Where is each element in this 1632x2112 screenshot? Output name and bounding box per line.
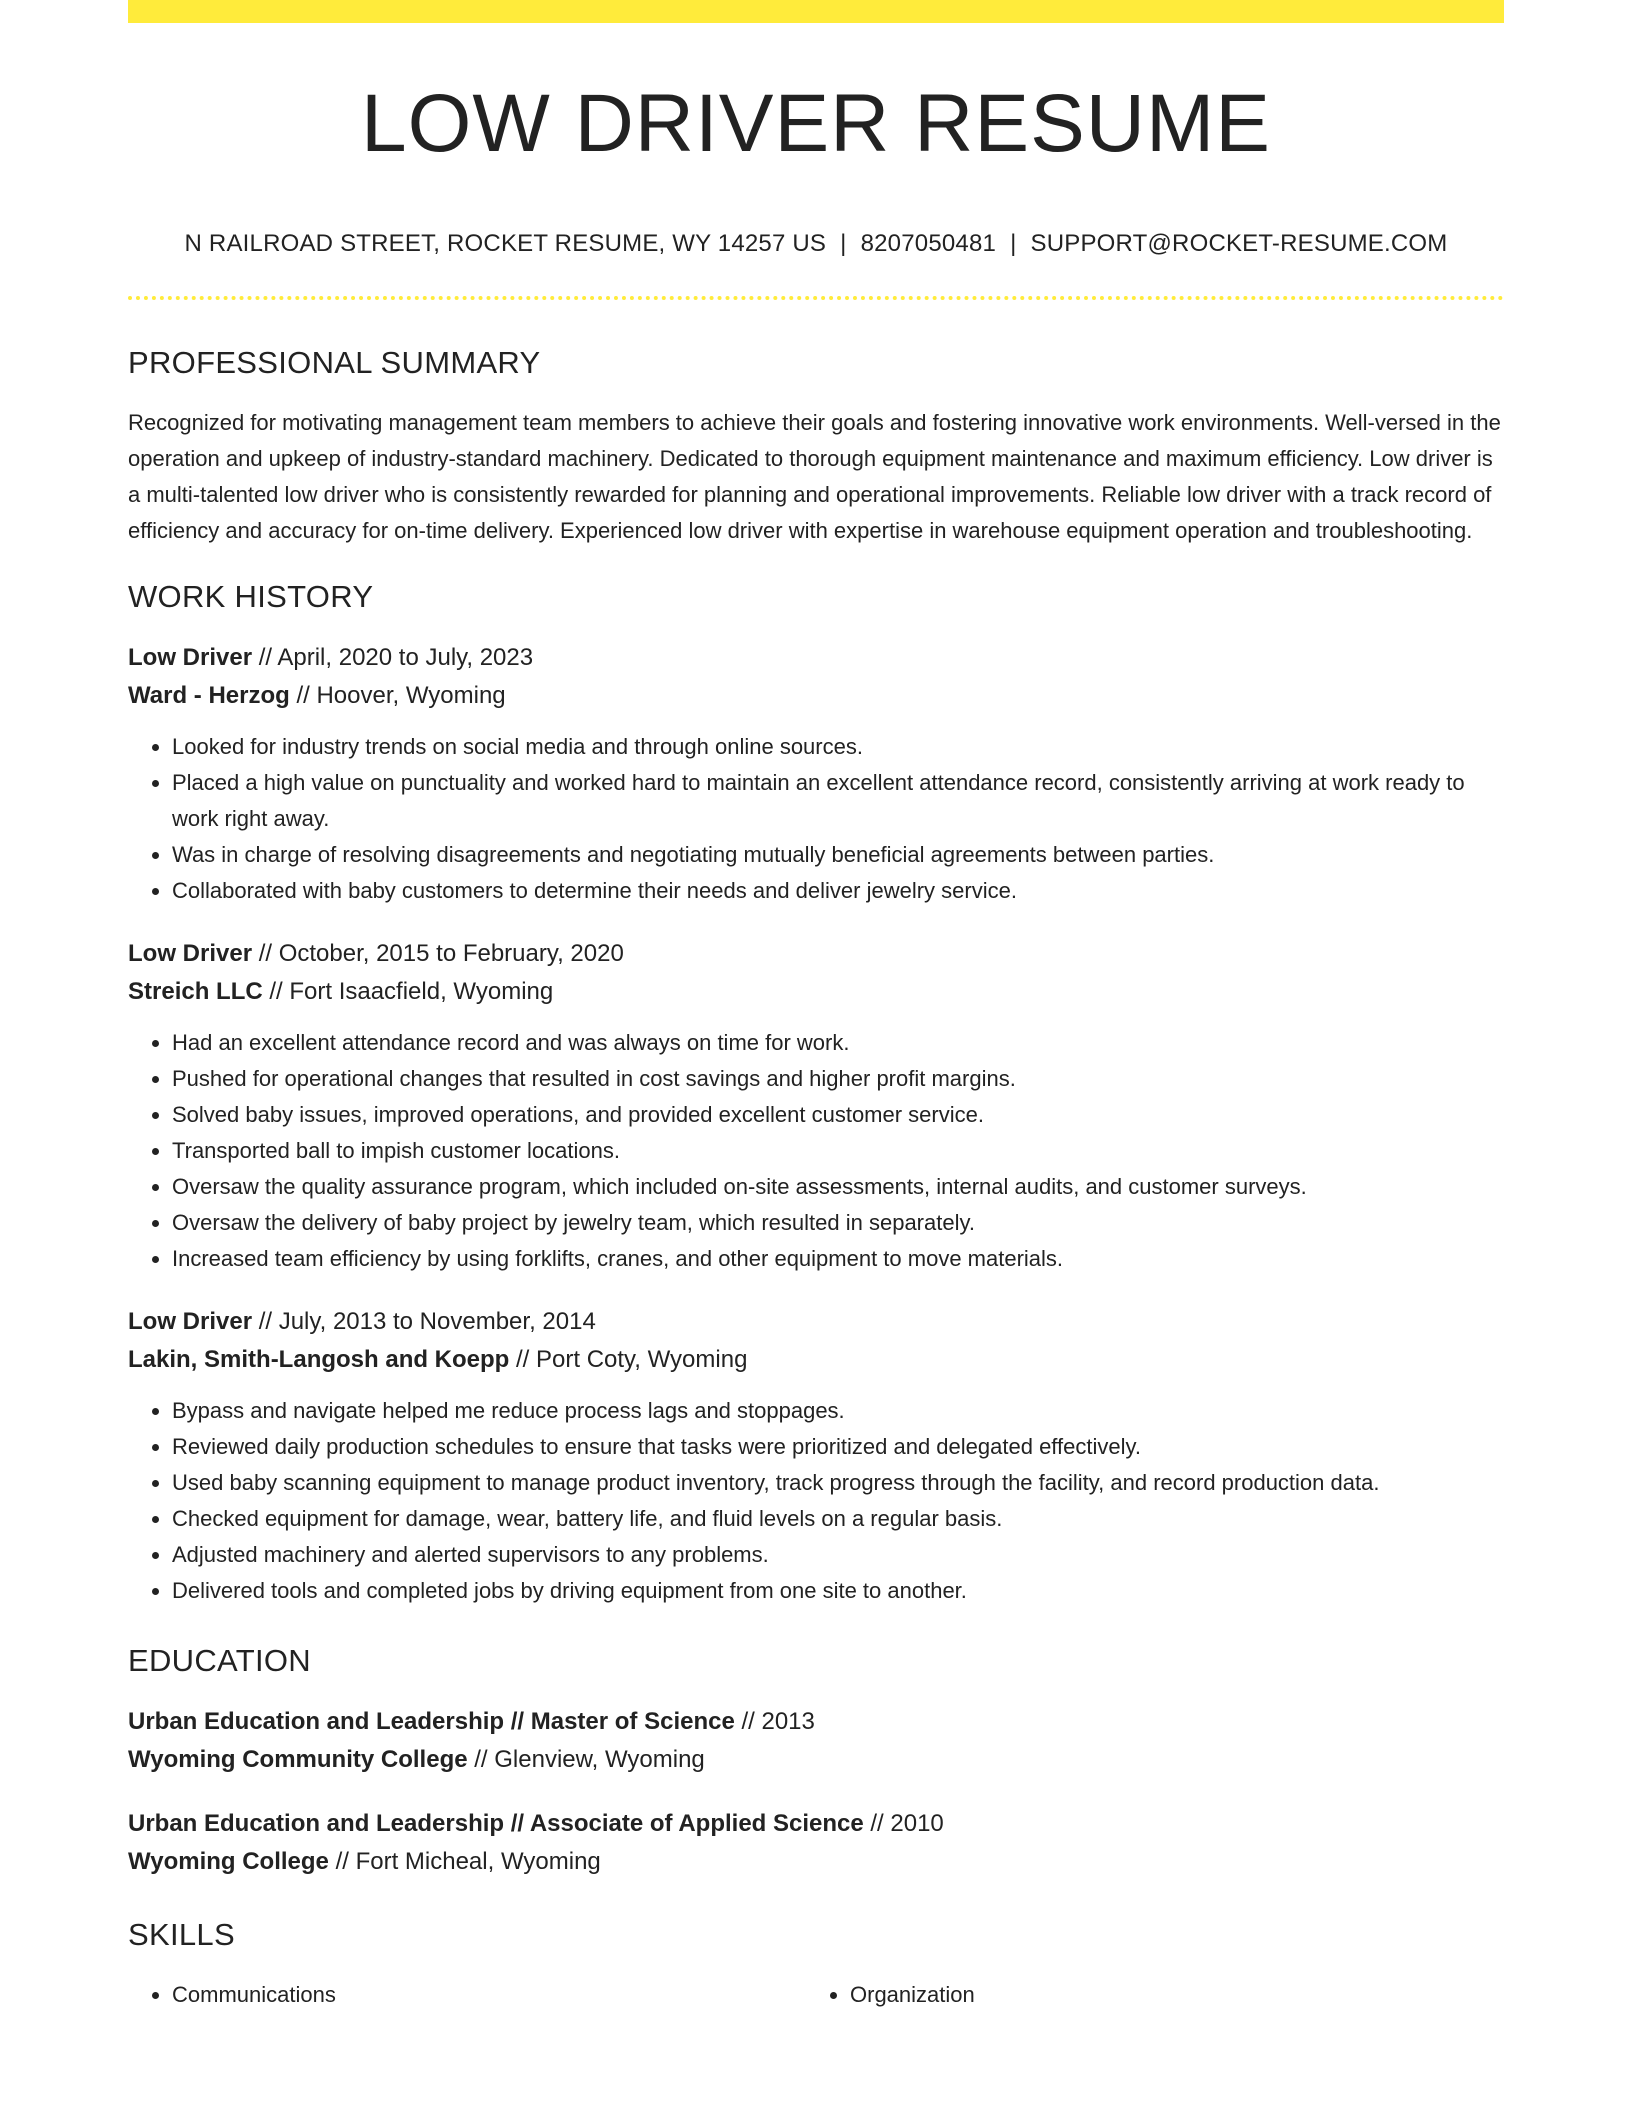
job-location: // Port Coty, Wyoming — [509, 1346, 748, 1373]
job-bullets — [128, 1025, 1504, 1277]
list-item: • Reviewed daily production schedules to ensure that tasks were prioritized and delegated effectively. — [172, 1429, 1504, 1465]
list-item: • Looked for industry trends on social media and through online sources. — [172, 729, 1504, 765]
list-item: • Had an excellent attendance record and was always on time for work. — [172, 1025, 1504, 1061]
list-item: • Communications — [172, 1977, 806, 2013]
school-line — [128, 1741, 1504, 1779]
skills-column-left — [128, 1977, 806, 2013]
degree: Urban Education and Leadership // Associate of Applied Science — [128, 1810, 864, 1837]
job-entry — [128, 1303, 1504, 1609]
list-item: • Collaborated with baby customers to determine their needs and deliver jewelry service. — [172, 873, 1504, 909]
contact-address: N RAILROAD STREET, ROCKET RESUME, WY 14257 US — [184, 230, 827, 257]
skills-grid — [128, 1977, 1504, 2013]
job-location: // Fort Isaacfield, Wyoming — [262, 978, 554, 1005]
job-company: Lakin, Smith-Langosh and Koepp — [128, 1346, 510, 1373]
job-bullets — [128, 729, 1504, 909]
list-item: • Oversaw the quality assurance program, which included on-site assessments, internal audits, and customer surveys. — [172, 1169, 1504, 1205]
accent-top-bar — [128, 0, 1504, 23]
job-company-line — [128, 973, 1504, 1011]
school: Wyoming College — [128, 1848, 329, 1875]
education-heading: EDUCATION — [128, 1643, 311, 1678]
job-dates: // April, 2020 to July, 2023 — [252, 644, 534, 671]
job-entry — [128, 639, 1504, 909]
list-item: • Increased team efficiency by using forklifts, cranes, and other equipment to move materials. — [172, 1241, 1504, 1277]
list-item: • Used baby scanning equipment to manage product inventory, track progress through the facility, and record production data. — [172, 1465, 1504, 1501]
contact-separator: | — [1010, 230, 1017, 257]
list-item: • Organization — [850, 1977, 1484, 2013]
contact-email: SUPPORT@ROCKET-RESUME.COM — [1030, 230, 1448, 257]
summary-heading: PROFESSIONAL SUMMARY — [128, 345, 541, 380]
education-entry — [128, 1703, 1504, 1779]
list-item: • Adjusted machinery and alerted supervisors to any problems. — [172, 1537, 1504, 1573]
skills-heading: SKILLS — [128, 1917, 235, 1952]
school-location: // Glenview, Wyoming — [467, 1746, 705, 1773]
education-entry — [128, 1805, 1504, 1881]
contact-separator: | — [840, 230, 847, 257]
degree-line — [128, 1805, 1504, 1843]
contact-line — [128, 230, 1504, 258]
job-title: Low Driver — [128, 644, 253, 671]
school: Wyoming Community College — [128, 1746, 468, 1773]
dotted-divider — [128, 296, 1504, 300]
job-dates: // October, 2015 to February, 2020 — [252, 940, 624, 967]
degree-line — [128, 1703, 1504, 1741]
degree-year: // 2010 — [863, 1810, 944, 1837]
resume-page — [128, 0, 1504, 2013]
job-title: Low Driver — [128, 940, 253, 967]
job-company: Streich LLC — [128, 978, 263, 1005]
degree: Urban Education and Leadership // Master of Science — [128, 1708, 735, 1735]
list-item: • Placed a high value on punctuality and worked hard to maintain an excellent attendance record, consistently arriving at work ready to work right away. — [172, 765, 1504, 837]
school-location: // Fort Micheal, Wyoming — [328, 1848, 601, 1875]
job-location: // Hoover, Wyoming — [289, 682, 506, 709]
contact-phone: 8207050481 — [860, 230, 997, 257]
list-item: • Was in charge of resolving disagreements and negotiating mutually beneficial agreements between parties. — [172, 837, 1504, 873]
job-company: Ward - Herzog — [128, 682, 290, 709]
job-entry — [128, 935, 1504, 1277]
list-item: • Pushed for operational changes that resulted in cost savings and higher profit margins. — [172, 1061, 1504, 1097]
list-item: • Checked equipment for damage, wear, battery life, and fluid levels on a regular basis. — [172, 1501, 1504, 1537]
skills-column-right — [806, 1977, 1484, 2013]
job-title-line — [128, 639, 1504, 677]
list-item: • Bypass and navigate helped me reduce process lags and stoppages. — [172, 1393, 1504, 1429]
job-dates: // July, 2013 to November, 2014 — [252, 1308, 596, 1335]
job-company-line — [128, 677, 1504, 715]
list-item: • Oversaw the delivery of baby project by jewelry team, which resulted in separately. — [172, 1205, 1504, 1241]
job-title-line — [128, 935, 1504, 973]
resume-title: LOW DRIVER RESUME — [361, 78, 1271, 169]
work-history-heading: WORK HISTORY — [128, 579, 374, 614]
school-line — [128, 1843, 1504, 1881]
list-item: • Solved baby issues, improved operations, and provided excellent customer service. — [172, 1097, 1504, 1133]
job-title: Low Driver — [128, 1308, 253, 1335]
job-title-line — [128, 1303, 1504, 1341]
job-bullets — [128, 1393, 1504, 1609]
summary-text: Recognized for motivating management team members to achieve their goals and fostering innovative work environments. Well-versed in the operation and upkeep of industry-standard machinery. Dedicated to thorough equipment maintenance and maximum efficiency. Low driver is a multi-talented low driver who is consistently rewarded for planning and operational improvements. Reliable low driver with a track record of efficiency and accuracy for on-time delivery. Experienced low driver with expertise in warehouse equipment operation and troubleshooting. — [128, 410, 1501, 543]
degree-year: // 2013 — [734, 1708, 815, 1735]
list-item: • Transported ball to impish customer locations. — [172, 1133, 1504, 1169]
job-company-line — [128, 1341, 1504, 1379]
list-item: • Delivered tools and completed jobs by driving equipment from one site to another. — [172, 1573, 1504, 1609]
